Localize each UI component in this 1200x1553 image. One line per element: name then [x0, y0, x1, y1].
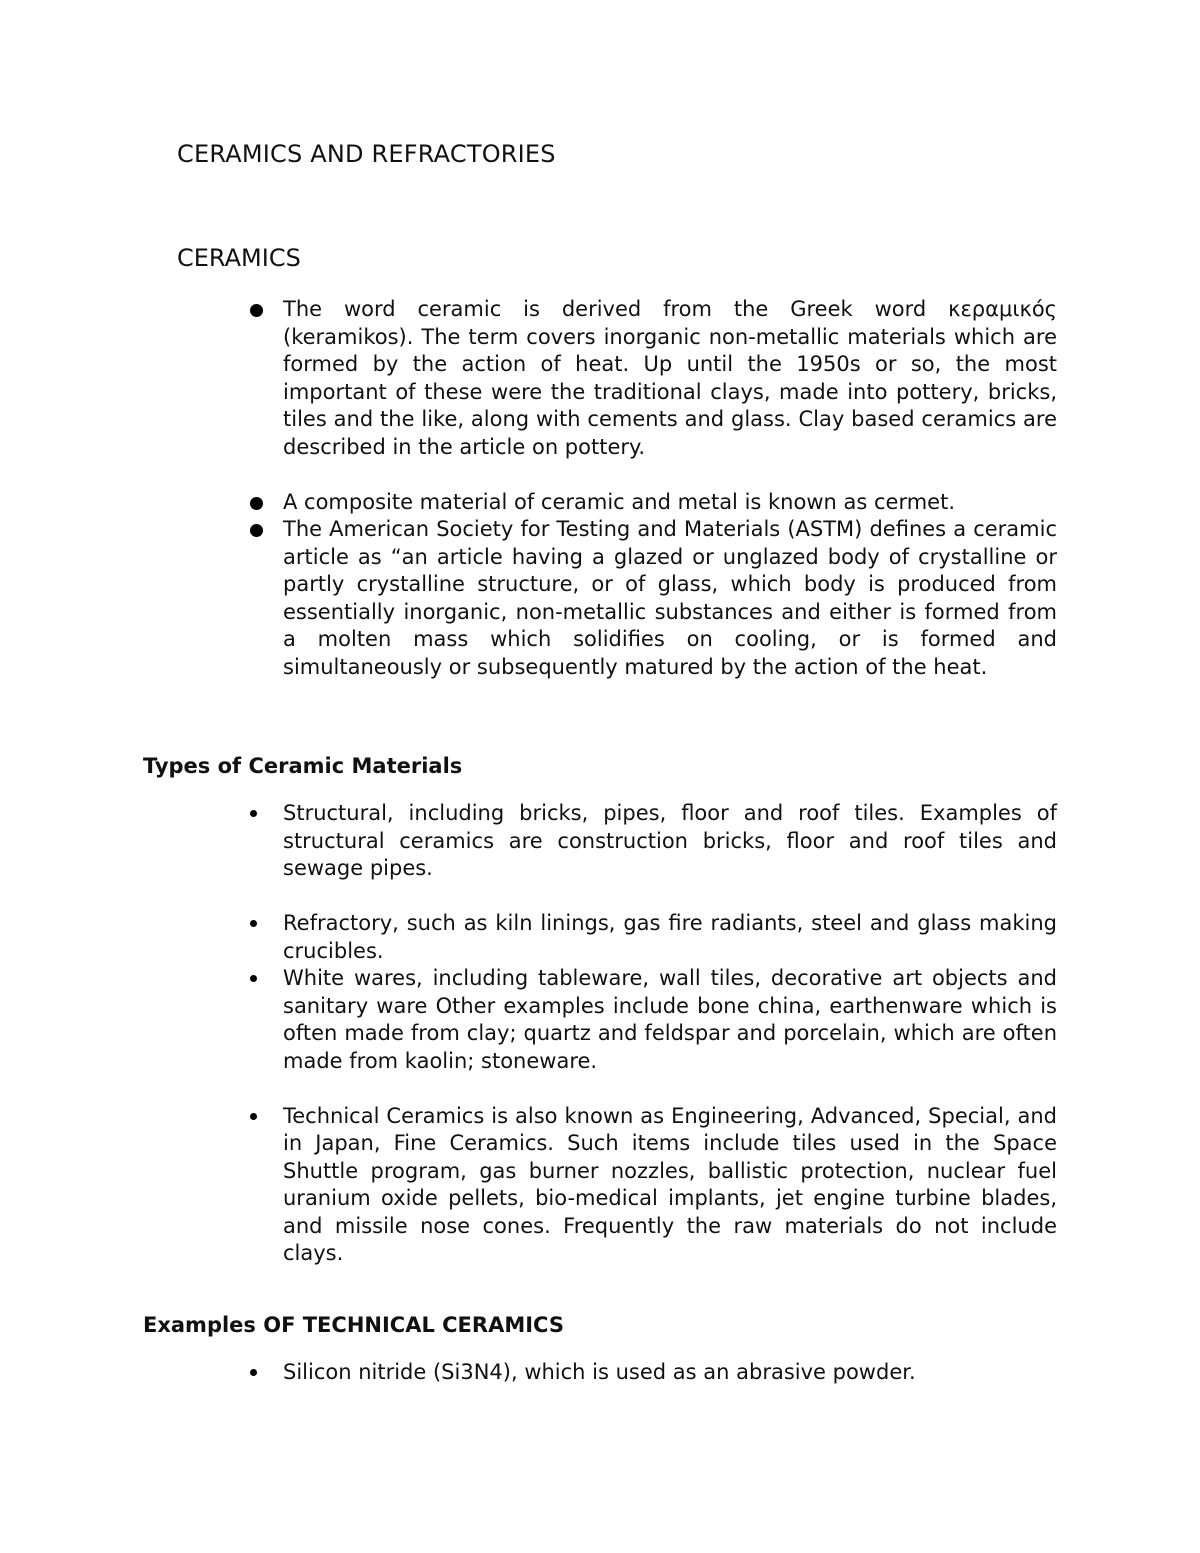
types-heading: Types of Ceramic Materials: [143, 754, 463, 778]
document-title: CERAMICS AND REFRACTORIES: [177, 140, 556, 168]
examples-list: [0, 1359, 1200, 1387]
bullet-icon: [250, 516, 264, 544]
bullet-icon: [250, 296, 264, 324]
list-item: [0, 910, 1200, 965]
spacer: [0, 461, 1200, 489]
list-item: [0, 489, 1200, 517]
list-item: [0, 965, 1200, 1075]
ceramics-heading: CERAMICS: [177, 244, 301, 272]
list-item-text: The word ceramic is derived from the Greek word κεραμικός (keramikos). The term covers inorganic non-metallic materials which are formed by the action of heat. Up until the 1950s or so, the most important of these were the traditional clays, made into pottery, bricks, tiles and the like, along with cements and glass. Clay based ceramics are described in the article on pottery.: [283, 297, 1057, 459]
bullet-icon: [250, 489, 264, 517]
list-item: [0, 516, 1200, 681]
spacer: [0, 883, 1200, 911]
bullet-icon: [250, 800, 264, 828]
list-item: [0, 800, 1200, 883]
bullet-icon: [250, 910, 264, 938]
examples-heading: Examples OF TECHNICAL CERAMICS: [143, 1313, 564, 1337]
list-item: [0, 1359, 1200, 1387]
spacer: [0, 1075, 1200, 1103]
types-list: [0, 800, 1200, 1268]
ceramics-list: [0, 296, 1200, 681]
bullet-icon: [250, 1359, 264, 1387]
list-item: [0, 1103, 1200, 1268]
list-item: [0, 296, 1200, 461]
list-item-text: Refractory, such as kiln linings, gas fire radiants, steel and glass making crucibles.: [283, 911, 1057, 963]
list-item-text: White wares, including tableware, wall tiles, decorative art objects and sanitary ware Other examples include bone china, earthenware which is often made from clay; quartz and feldspar and porcelain, which are often made from kaolin; stoneware.: [283, 966, 1057, 1073]
list-item-text: A composite material of ceramic and metal is known as cermet.: [283, 489, 955, 514]
list-item-text: Silicon nitride (Si3N4), which is used as an abrasive powder.: [283, 1360, 916, 1384]
list-item-text: Technical Ceramics is also known as Engineering, Advanced, Special, and in Japan, Fine Ceramics. Such items include tiles used in the Space Shuttle program, gas burner nozzles, ballistic protection, nuclear fuel uranium oxide pellets, bio-medical implants, jet engine turbine blades, and missile nose cones. Frequently the raw materials do not include clays.: [283, 1103, 1057, 1265]
bullet-icon: [250, 1103, 264, 1131]
bullet-icon: [250, 965, 264, 993]
list-item-text: Structural, including bricks, pipes, floor and roof tiles. Examples of structural ceramics are construction bricks, floor and roof tiles and sewage pipes.: [283, 801, 1057, 880]
list-item-text: The American Society for Testing and Materials (ASTM) defines a ceramic article as “an article having a glazed or unglazed body of crystalline or partly crystalline structure, or of glass, which body is produced from essentially inorganic, non-metallic substances and either is formed from a molten mass which solidifies on cooling, or is formed and simultaneously or subsequently matured by the action of the heat.: [283, 517, 1057, 679]
